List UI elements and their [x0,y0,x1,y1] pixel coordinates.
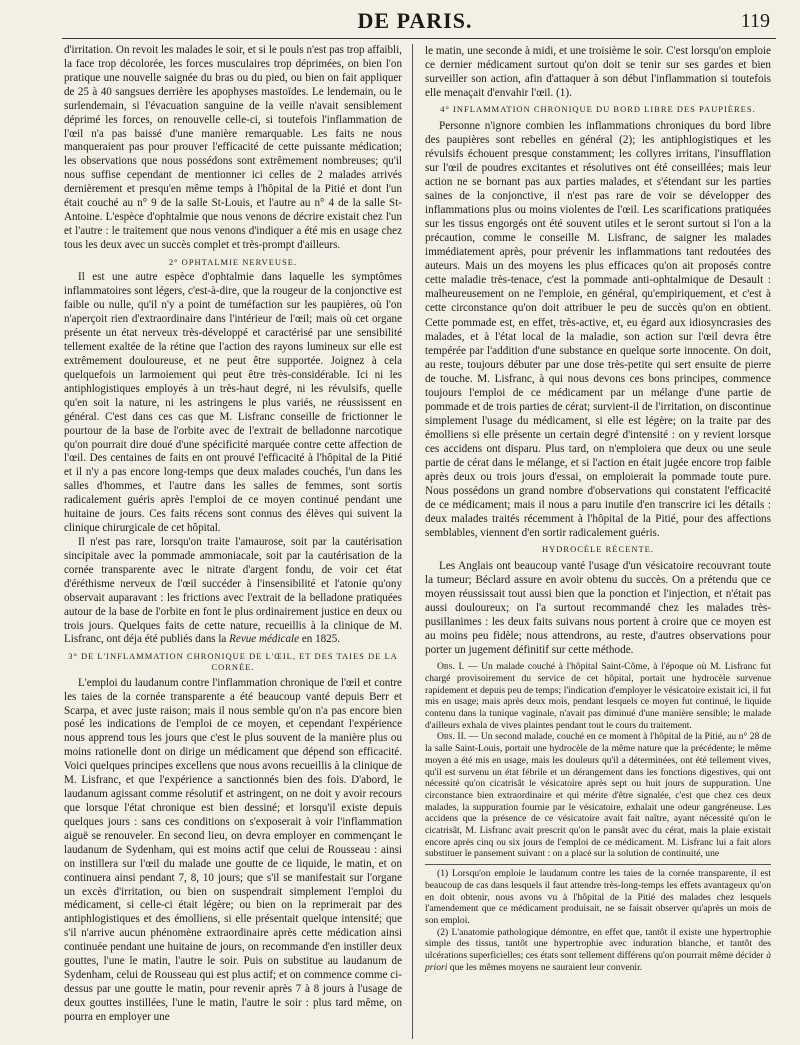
journal-title: Revue médicale [229,633,300,646]
paragraph: Les Anglais ont beaucoup vanté l'usage d'un vésicatoire recouvrant toute la tumeur; Béclard assure en avoir obtenu du succès. On a prétendu que ce moyen réussissait tout aussi bien que la ponction et l'injection, et n'était pas aussi douloureux; on l'a surtout recommandé chez les malades très-pusillanimes : les deux faits suivans nous portent à croire que ce moyen est au moins peu fidèle; nous attendrons, au reste, d'autres observations pour porter un jugement définitif sur cette méthode. [425,559,771,657]
left-column [64,44,402,1025]
paragraph: d'irritation. On revoit les malades le soir, et si le pouls n'est pas trop affaibli, la face trop décolorée, les forces musculaires trop déprimées, on bien l'on pratique une nouvelle saignée du bras ou du pied, ou bien on fait appliquer de 25 à 40 sangsues derrière les apophyses mastoïdes. Le lendemain, ou le surlendemain, si l'évacuation sanguine de la veille n'avait sensiblement déprimé les forces, on renouvelle celle-ci, si toutefois l'inflammation de l'œil n'a pas baissé d'une manière remarquable. Les faits ne nous manqueraient pas pour prouver l'efficacité de cette puissante médication; les observations que nous possédons sont extrêmement nombreuses; qu'il nous suffise cependant de mentionner ici celles de 2 malades arrivés dernièrement et presqu'en même temps à l'hôpital de la Pitié et dont l'un était couché au n° 9 de la salle St-Louis, et l'autre au n° 4 de la salle St-Antoine. L'espèce d'ophtalmie que nous venons de décrire existait chez l'un et l'autre : le traitement que nous venons d'indiquer a été mis en usage chez tous les deux avec un succès complet et très-prompt d'ailleurs. [64,44,402,251]
paragraph: Il est une autre espèce d'ophtalmie dans laquelle les symptômes inflammatoires sont légers, c'est-à-dire, que la rougeur de la conjonctive est faible ou nulle, qu'il n'y a point de tuméfaction sur les paupières, où l'on n'aperçoit rien d'extraordinaire dans l'intérieur de l'œil; mais où cet organe présente un état nerveux très-développé et caractérisé par une sensibilité tellement exaltée de la rétine que l'action des rayons lumineux sur elle est extrêmement douloureuse, et ne peut être supportée. Joignez à cela quelquefois un larmoiement qui peut être très-considérable. Ici ni les antiphlogistiques employés à un très-haut degré, ni les révulsifs, quelle qu'en soit la nature, ni les astringens le plus variés, ne réussissent en général. C'est dans ces cas que M. Lisfranc conseille de frictionner le pourtour de la base de l'orbite avec de l'extrait de belladonne narcotique qu'on pourrait dire doué d'une spécificité marquée contre cette affection de l'œil. Des centaines de faits en ont prouvé l'efficacité à l'hôpital de la Pitié et il n'y a pas encore long-temps que deux malades couchés, l'un dans les salles d'hommes, et l'autre dans les salles de femmes, sont sortis radicalement guéris après l'emploi de ce moyen continué pendant une huitaine de jours. Ces faits récens sont connus des élèves qui suivent la clinique chirurgicale de cet hôpital. [64,271,402,535]
paragraph: le matin, une seconde à midi, et une troisième le soir. C'est lorsqu'on emploie ce dernier médicament surtout qu'on doit se tenir sur ses gardes et bien surveiller son action, afin d'attaquer à son début l'inflammation si toutefois elle menaçait d'envahir l'œil. (1). [425,45,771,100]
text-run: à priori [425,950,771,973]
section-heading: 2° OPHTALMIE NERVEUSE. [168,256,298,267]
section-heading: 3° DE L'INFLAMMATION CHRONIQUE DE L'ŒIL, ET DES TAIES DE LA CORNÉE. [68,651,398,673]
observation [425,661,771,731]
footnote: (1) Lorsqu'on emploie le laudanum contre les taies de la cornée transparente, il est beaucoup de cas dans lesquels il faut attendre très-long-temps les effets avantageux qu'on en doit obtenir, nous avons vu à l'hôpital de la Pitié des malades chez lesquels l'amendement que ce médicament produisait, ne se faisait observer qu'après un mois de son emploi. [425,868,771,926]
right-column [425,44,771,974]
text-run: Il n'est pas rare, lorsqu'on traite l'amaurose, soit par la cautérisation sincipitale avec la pommade ammoniacale, soit par la cautérisation de la cornée transparente avec le nitrate d'argent fondu, de voir cet état d'éréthisme nerveux de l'œil succéder à l'insensibilité et l'atonie qu'ony observait auparavant : les frictions avec l'extrait de la belladone pratiquées autour de la base de l'orbite en font le plus ordinairement justice en deux ou trois jours. Quelques faits de cette nature, recueillis à la clinique de M. Lisfranc, ont déja été publiés dans la [64,536,402,646]
text-run: — Un malade couché à l'hôpital Saint-Côme, à l'époque où M. Lisfranc fut chargé provisoirement du service de cet hôpital, portait une hydrocèle survenue rapidement et depuis peu de temps; l'indication d'employer le vésicatoire existait ici, il fut mis en usage; mais après deux mois, pendant lesquels ce moyen fut continué, le liquide contenu dans la tunique vaginale, n'avait pas diminué d'une manière sensible; le malade d'ailleurs exhala de vives plaintes pendant tout le cours du traitement. [425,661,771,731]
page-header [60,8,770,36]
footnote [425,927,771,974]
paragraph: L'emploi du laudanum contre l'inflammation chronique de l'œil et contre les taies de la cornée transparente a été beaucoup vanté depuis Berr et Scarpa, et avec juste raison; mais il nous semble qu'on n'a pas encore bien posé les indications de l'emploi de ce moyen, et cependant l'expérience nous apprend tous les jours que c'est le plus souvent de la manière plus ou moins rationelle dont on dirige un médicament que dépend son efficacité. Voici quelques principes excellens que nous avons recueillis à la clinique de M. Lisfranc, et que l'expérience a sanctionnés bien des fois. D'abord, le laudanum agissant comme résolutif et astringent, on ne doit y avoir recours que lorsque l'état chronique est bien dessiné; et lorsqu'il existe depuis quelques jours : sans ces conditions on s'exposerait à voir l'inflammation aiguë se renouveler. En second lieu, on devra employer en commençant le laudanum de Sydenham, qui est moins actif que celui de Rousseau : ainsi on instillera sur l'œil du malade une goutte de ce liquide, le matin, et on continuera ainsi pendant 7, 8, 10 jours; que s'il se manifestait sur l'organe un excès d'irritation, ou bien on suspendrait simplement l'emploi du médicament, si celle-ci était légère; ou bien on la reprimerait par des antiphlogistiques et des émolliens, si elle présentait quelque intensité; que s'il n'arrive aucun phénomène extraordinaire après cette médication ainsi continuée pendant une huitaine de jours, on recommande d'en instiller deux gouttes, l'une le matin, l'autre le soir. Puis on substitue au laudanum de Sydenham, celui de Rousseau qui est plus actif; et on commence comme ci-dessus par une goutte le matin, pour revenir après 7 à 8 jours à l'usage de deux gouttes instillées, l'une le matin, l'autre le soir : plus tard même, on pourra en employer une [64,676,402,1023]
section-heading: HYDROCÈLE RÉCENTE. [542,544,654,555]
text-run: — Un second malade, couché en ce moment à l'hôpital de la Pitié, au n° 28 de la salle Saint-Louis, portait une hydrocèle de la même nature que la précédente; le même moyen a été mis en usage, mais les douleurs qu'il a déterminées, ont été tellement vives, qu'il est survenu un état fébrile et un dérangement dans les fonctions digestives, qui ont nécessité qu'on cicatrisât le vésicatoire après sept ou huit jours de suppuration. Une circonstance bien extraordinaire et qui mérite d'être signalée, c'est que chez ces deux malades, la suppuration fournie par le vésicatoire, exhalait une odeur gangréneuse. Les accidens que la présence de ce vésicatoire avait fait naître, ayant nécessité qu'on le cicatrisât, M. Lisfranc avait prescrit qu'on le pansât avec du cérat, mais la plaie existait encore après cinq ou six jours de l'emploi de ce médicament. M. Lisfranc lui a fait alors substituer le pansement suivant : on a placé sur la solution de continuité, une [425,731,771,860]
header-rule [62,38,776,39]
observation [425,731,771,860]
section-heading: 4° INFLAMMATION CHRONIQUE DU BORD LIBRE DES PAUPIÈRES. [440,104,756,115]
text-run: en 1825. [299,633,341,646]
observation-label: Obs. II. [437,731,467,743]
paragraph [64,536,402,647]
column-divider [412,44,413,1039]
text-run: que les mêmes moyens ne sauraient leur convenir. [447,961,643,973]
observation-label: Obs. I. [437,661,465,673]
page-title: DE PARIS. [357,8,473,33]
footnotes [425,864,771,973]
paragraph: Personne n'ignore combien les inflammations chroniques du bord libre des paupières sont rebelles en général (2); les antiphlogistiques et les révulsifs échouent presque constamment; les collyres irritans, l'insufflation sur l'œil de poudres excitantes et résolutives ont été conseillées; mais leur action ne se bornant pas aux parties malades, et s'étendant sur les parties saines de la conjonctive, il n'est pas rare de voir se développer des inflammations plus ou moins violentes de l'œil. Les scarifications pratiquées sur les tissus engorgés ont été souvent utiles et le seront surtout si l'on a la précaution, comme le conseille M. Lisfranc, de saigner les malades immédiatement après, pour prévenir les inflammations tant redoutées des auteurs. Mais un des moyens les plus efficaces qu'on ait proposés contre cette maladie très-tenace, c'est la pommade anti-ophtalmique de Desault : malheureusement on ne l'emploie, en général, qu'empiriquement, et c'est à cette circonstance qu'on doit attribuer le peu de succès qu'on en obtient. Cette pommade est, en effet, très-active, et, eu égard aux idiosyncrasies des malades, et à l'état local de la maladie, son action sur l'œil devra être tempérée par l'addition d'une substance en quelque sorte innocente. On doit, au reste, toujours débuter par une dose très-petite qui sert ensuite de pierre de touche. M. Lisfranc, à qui nous devons ces bons principes, commence toujours l'emploi de ce médicament par un mélange d'une partie de pommade et de trois parties de cérat; survient-il de l'irritation, on discontinue simplement l'usage du médicament, si elle est légère; on la traite par des émolliens si elle présente un certain degré d'intensité : on y revient lorsque ces accidens ont disparu. Plus tard, on n'emploiera que deux ou une seule partie de cérat dans le mélange, et si l'action en était jugée encore trop faible après deux ou trois jours d'essai, on emploierait la pommade toute pure. Nous possédons un grand nombre d'observations qui constatent l'efficacité de ce médicament; mais il nous a paru inutile d'en transcrire ici les détails : deux malades traités récemment à l'hôpital de la Pitié, pour des affections semblables, viennent d'en sortir radicalement guéris. [425,119,771,540]
page-number: 119 [740,10,770,32]
text-run: (2) L'anatomie pathologique démontre, en effet que, tantôt il existe une hypertrophie simple des tissus, tantôt une hypertrophie avec induration blanche, et tantôt des ulcérations superficielles; ces états sont tellement différens qu'on pourrait même décider [425,926,771,962]
